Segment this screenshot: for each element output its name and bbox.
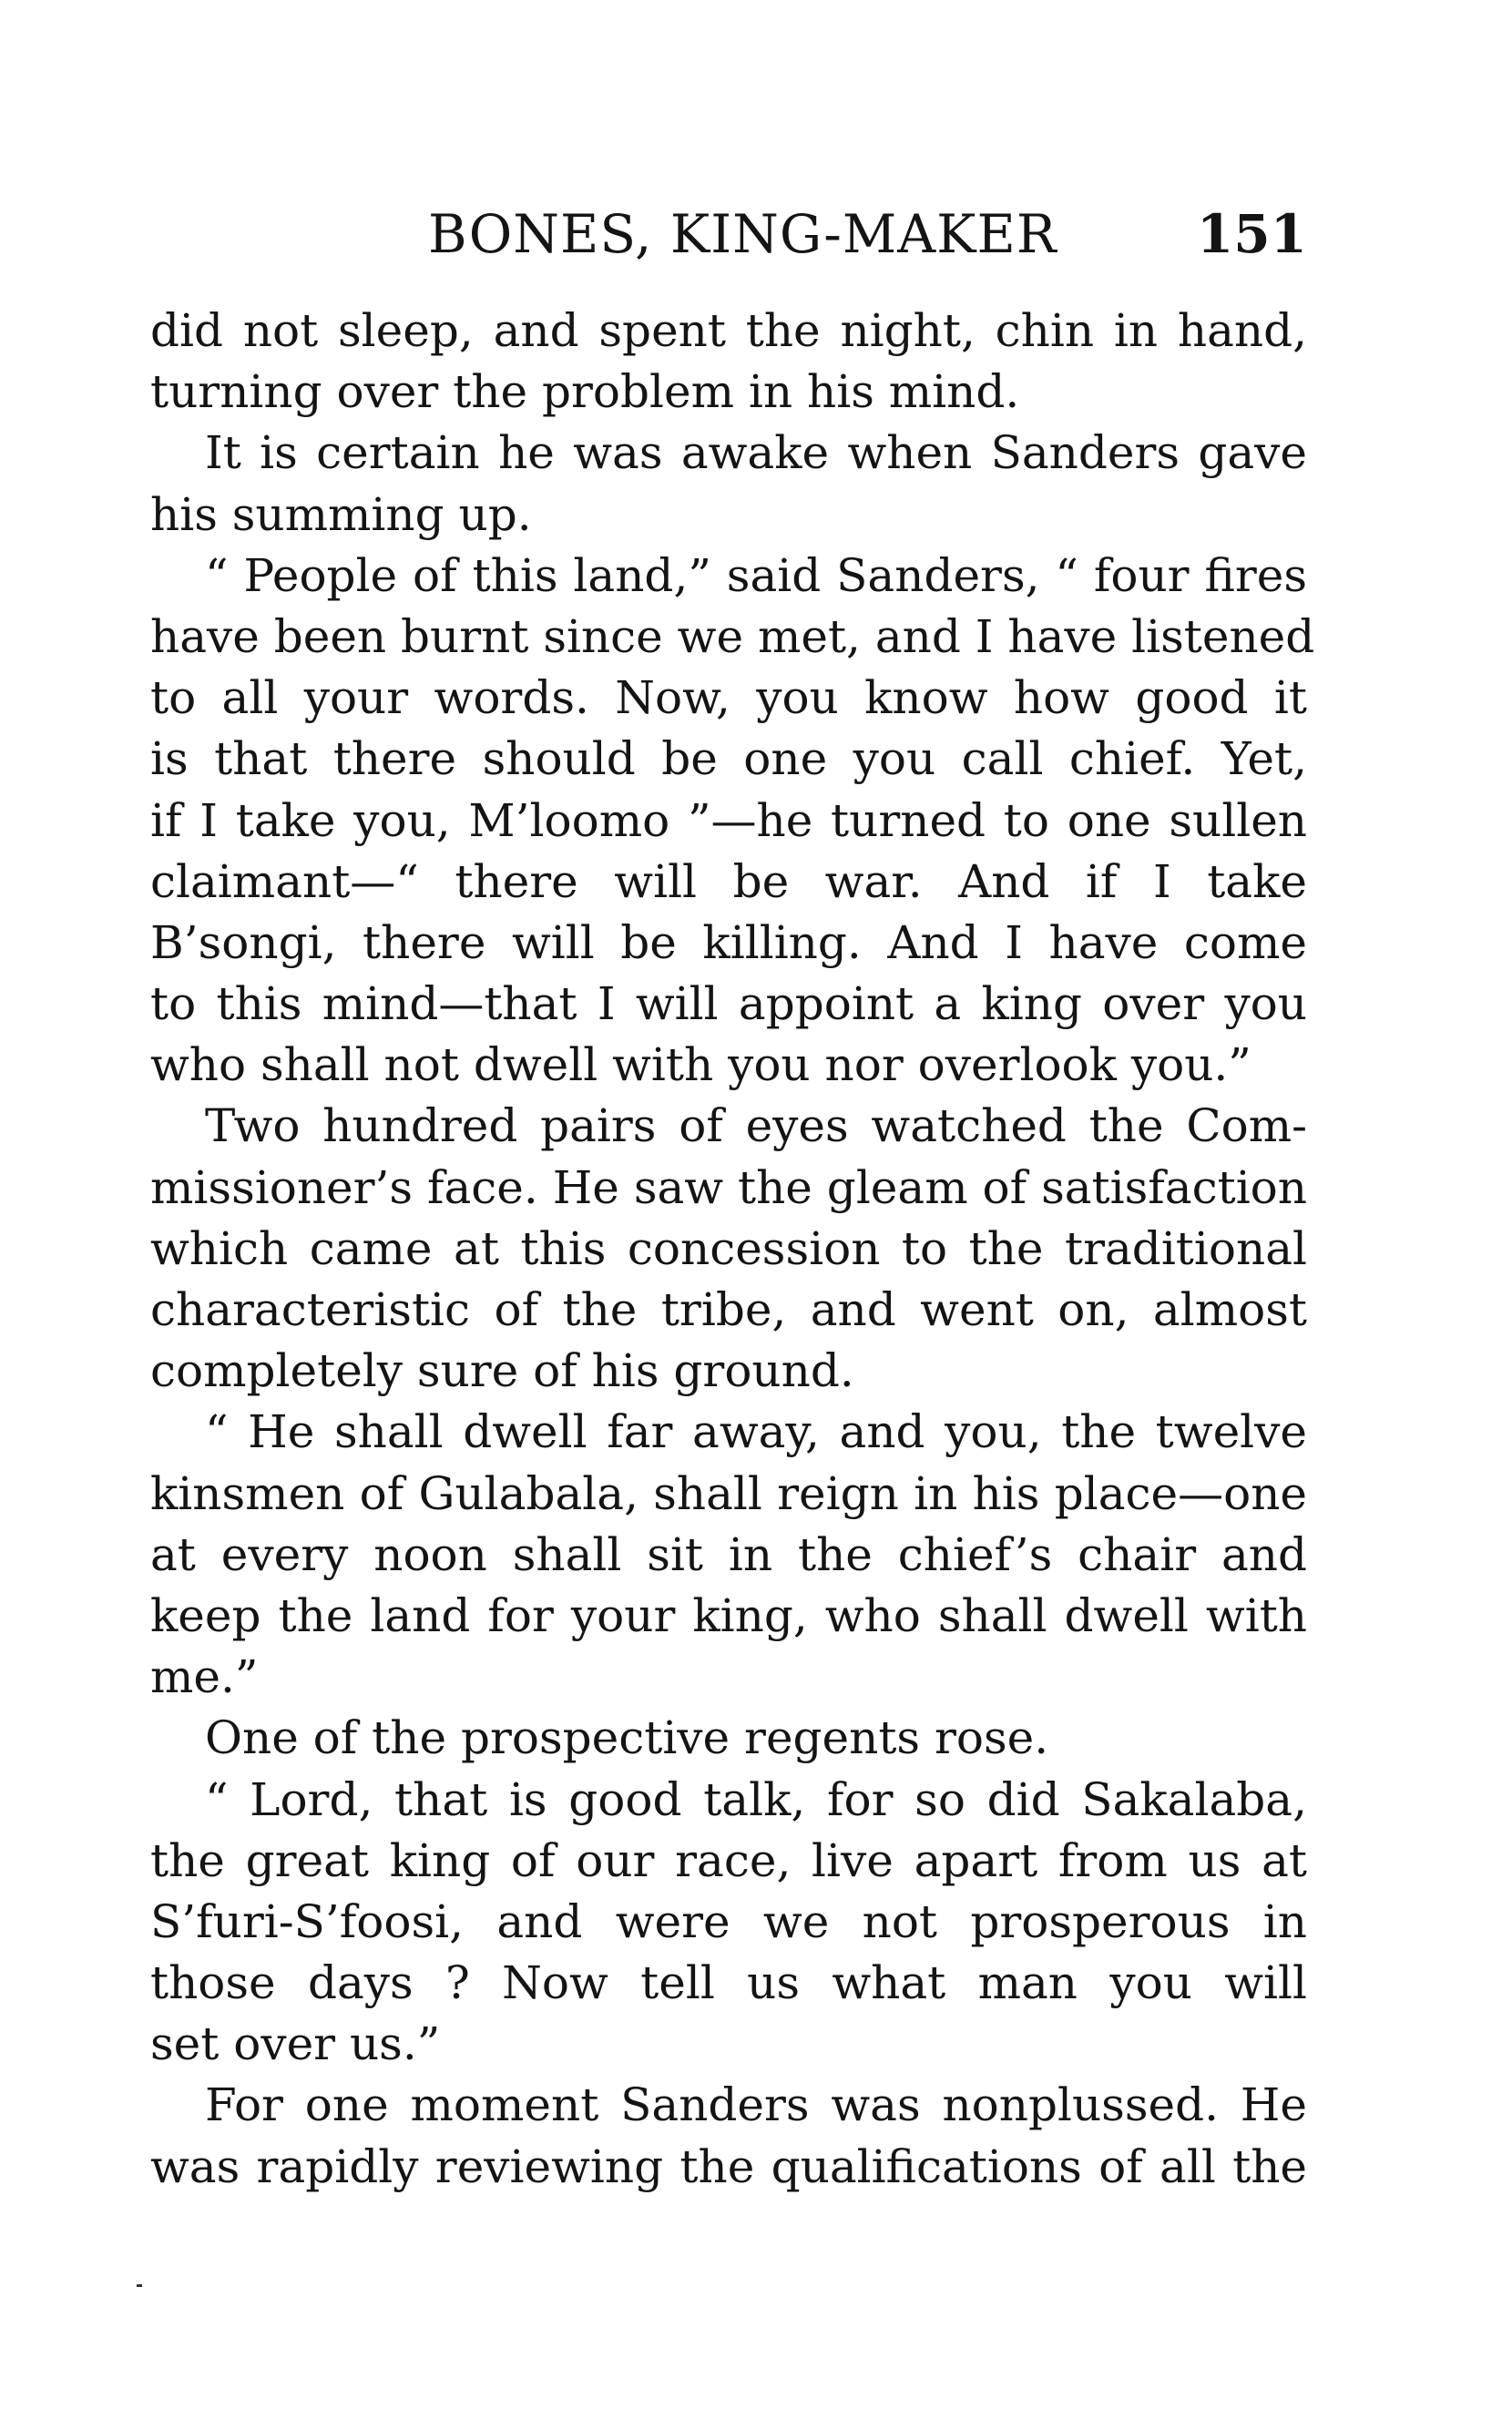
text-line: did not sleep, and spent the night, chin in hand, <box>150 304 1307 357</box>
body-text <box>150 301 1315 2198</box>
text-line: claimant—“ there will be war. And if I take <box>150 854 1307 908</box>
text-line: those days ? Now tell us what man you will <box>150 1956 1307 2010</box>
page-number: 151 <box>1196 203 1307 265</box>
text-line: completely sure of his ground. <box>150 1344 854 1398</box>
page-header <box>150 202 1307 266</box>
text-line: kinsmen of Gulabala, shall reign in his place—one <box>150 1466 1307 1520</box>
text-line: who shall not dwell with you nor overlook you.” <box>150 1038 1251 1092</box>
text-line: was rapidly reviewing the qualifications of all the <box>150 2139 1307 2193</box>
text-line: It is certain he was awake when Sanders gave <box>205 426 1307 480</box>
text-line: “ People of this land,” said Sanders, “ four fires <box>205 548 1307 602</box>
text-line: have been burnt since we met, and I have listened <box>150 609 1315 663</box>
text-line: turning over the problem in his mind. <box>150 365 1020 419</box>
text-line: One of the prospective regents rose. <box>205 1711 1049 1765</box>
text-line: “ Lord, that is good talk, for so did Sakalaba, <box>205 1772 1307 1826</box>
text-line: the great king of our race, live apart from us at <box>150 1833 1307 1887</box>
text-line: Two hundred pairs of eyes watched the Com- <box>205 1099 1307 1153</box>
text-line: For one moment Sanders was nonplussed. He <box>205 2078 1307 2132</box>
text-line: B’songi, there will be killing. And I have come <box>150 915 1307 969</box>
text-line: “ He shall dwell far away, and you, the twelve <box>205 1405 1307 1459</box>
text-line: me.” <box>150 1650 259 1704</box>
text-line: which came at this concession to the traditional <box>150 1221 1307 1275</box>
text-line: missioner’s face. He saw the gleam of satisfaction <box>150 1160 1307 1214</box>
scan-speck <box>137 2284 142 2287</box>
text-line: set over us.” <box>150 2017 441 2071</box>
text-line: at every noon shall sit in the chief’s chair and <box>150 1527 1307 1581</box>
text-line: to all your words. Now, you know how good it <box>150 671 1307 725</box>
text-line: if I take you, M’loomo ”—he turned to one sullen <box>150 793 1307 847</box>
text-line: keep the land for your king, who shall dwell with <box>150 1588 1307 1642</box>
running-head: BONES, KING-MAKER <box>428 203 1057 265</box>
text-line: to this mind—that I will appoint a king over you <box>150 977 1307 1031</box>
text-line: is that there should be one you call chief. Yet, <box>150 732 1307 786</box>
text-line: S’furi-S’foosi, and were we not prosperous in <box>150 1894 1307 1948</box>
text-line: his summing up. <box>150 487 532 541</box>
text-line: characteristic of the tribe, and went on, almost <box>150 1283 1307 1336</box>
